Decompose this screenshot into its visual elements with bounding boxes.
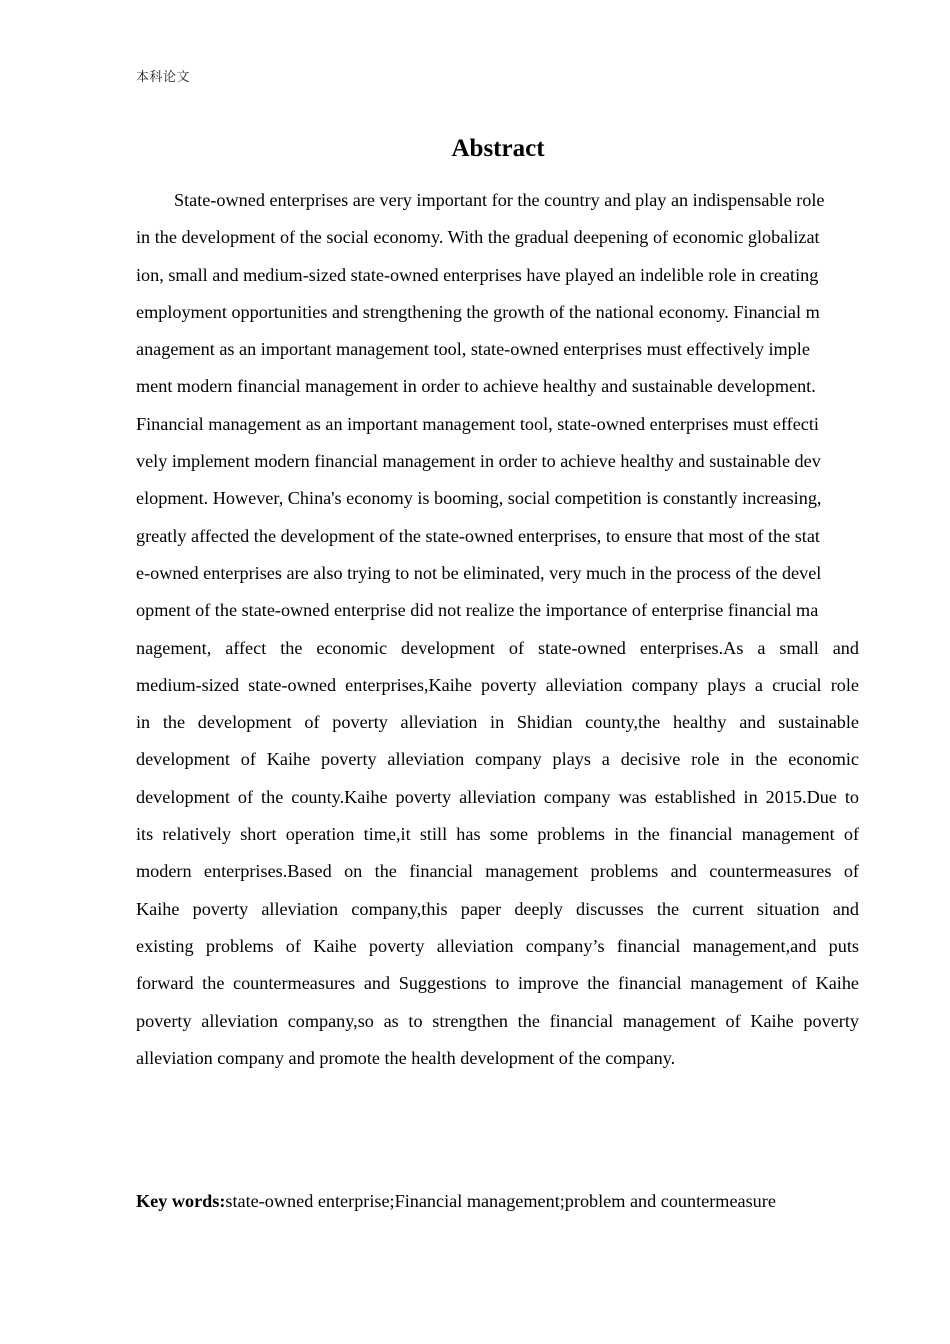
abstract-line: employment opportunities and strengthening the growth of the national economy. Financial m (136, 301, 820, 322)
abstract-line: ment modern financial management in order to achieve healthy and sustainable development. (136, 376, 816, 397)
abstract-line: development of Kaihe poverty alleviation company plays a decisive role in the economic (136, 749, 859, 770)
abstract-line: poverty alleviation company,so as to strengthen the financial management of Kaihe poverty (136, 1010, 859, 1031)
abstract-line: its relatively short operation time,it still has some problems in the financial management of (136, 824, 859, 845)
abstract-line: development of the county.Kaihe poverty alleviation company was established in 2015.Due to (136, 786, 859, 807)
abstract-line: forward the countermeasures and Suggestions to improve the financial management of Kaihe (136, 973, 859, 994)
running-head: 本科论文 (136, 70, 191, 85)
abstract-line: Financial management as an important management tool, state-owned enterprises must effecti (136, 413, 819, 434)
abstract-line: alleviation company and promote the health development of the company. (136, 1047, 676, 1068)
abstract-line: anagement as an important management tool, state-owned enterprises must effectively imple (136, 339, 810, 360)
keywords (136, 1187, 776, 1215)
abstract-line: nagement, affect the economic development of state-owned enterprises.As a small and (136, 637, 859, 658)
abstract-line: ion, small and medium-sized state-owned enterprises have played an indelible role in creating (136, 264, 819, 285)
abstract-line: opment of the state-owned enterprise did not realize the importance of enterprise financial ma (136, 600, 819, 621)
abstract-line: in the development of the social economy. With the gradual deepening of economic globalizat (136, 227, 820, 248)
abstract-line: medium-sized state-owned enterprises,Kaihe poverty alleviation company plays a crucial role (136, 674, 859, 695)
abstract-title: Abstract (451, 135, 545, 162)
abstract-line: in the development of poverty alleviation in Shidian county,the healthy and sustainable (136, 712, 859, 733)
abstract-line: Kaihe poverty alleviation company,this paper deeply discusses the current situation and (136, 898, 859, 919)
abstract-line: modern enterprises.Based on the financial management problems and countermeasures of (136, 861, 859, 882)
keywords-value: state-owned enterprise;Financial management;problem and countermeasure (225, 1191, 776, 1211)
keywords-label: Key words: (136, 1191, 226, 1211)
abstract-line: State-owned enterprises are very important for the country and play an indispensable role (174, 190, 825, 210)
abstract-body (136, 182, 859, 1077)
abstract-line: existing problems of Kaihe poverty alleviation company’s financial management,and puts (136, 935, 859, 956)
abstract-line: e-owned enterprises are also trying to not be eliminated, very much in the process of the devel (136, 562, 822, 583)
abstract-line: vely implement modern financial management in order to achieve healthy and sustainable dev (136, 451, 821, 472)
abstract-line: elopment. However, China's economy is booming, social competition is constantly increasing, (136, 488, 822, 509)
abstract-line: greatly affected the development of the state-owned enterprises, to ensure that most of the stat (136, 525, 820, 546)
